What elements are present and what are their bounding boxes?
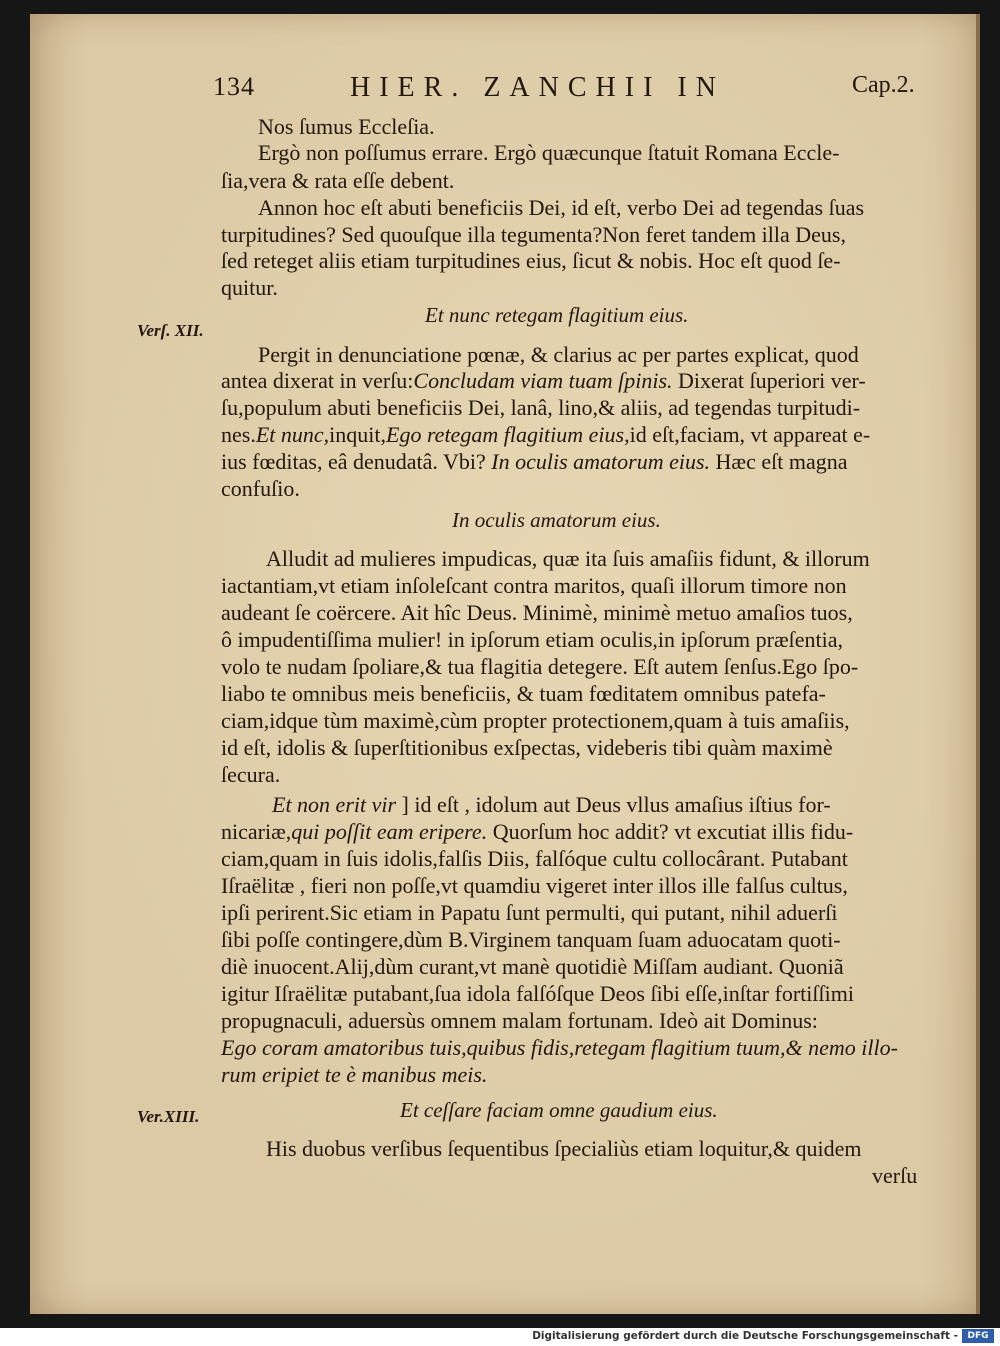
text-span: ] id eſt , idolum aut Deus vllus amaſius iſtius for- [396,792,831,817]
text-span: Hæc eſt magna [710,449,848,474]
verse-heading: Et ceſſare faciam omne gaudium eius. [400,1098,718,1122]
text-line: Alludit ad mulieres impudicas, quæ ita ſuis amaſiis fidunt, & illorum [266,546,870,571]
text-line: turpitudines? Sed quouſque illa tegumenta?Non feret tandem illa Deus, [221,222,846,247]
page-number: 134 [213,72,255,101]
text-line: His duobus verſibus ſequentibus ſpecialiùs etiam loquitur,& quidem [266,1136,862,1161]
text-line: ipſi perirent.Sic etiam in Papatu ſunt permulti, qui putant, nihil aduerſi [221,900,838,925]
text-line [221,366,866,396]
quotation-span: In oculis amatorum eius. [491,449,711,474]
text-span: Dixerat ſuperiori ver- [672,368,866,393]
text-span: inquit, [329,422,386,447]
text-line: id eſt, idolis & ſuperſtitionibus exſpectas, videberis tibi quàm maximè [221,735,833,760]
text-line: confuſio. [221,476,300,501]
text-line: Iſraëlitæ , fieri non poſſe,vt quamdiu vigeret inter illos ille falſus cultus, [221,873,848,898]
text-span: antea dixerat in verſu: [221,368,414,393]
verse-heading: Et nunc retegam flagitium eius. [425,303,689,327]
quotation-span: Et nunc, [255,422,330,447]
text-line: ciam,quam in ſuis idolis,falſis Diis, falſóque cultu collocârant. Putabant [221,846,848,871]
chapter-label: Cap.2. [852,72,915,98]
running-title: HIER. ZANCHII IN [350,72,725,103]
text-line: ſed reteget aliis etiam turpitudines eius, ſicut & nobis. Hoc eſt quod ſe- [221,248,841,273]
quotation-span: Ego retegam flagitium eius, [386,422,630,447]
text-line [221,817,853,847]
text-line: Ego coram amatoribus tuis,quibus fidis,retegam flagitium tuum,& nemo illo- [221,1035,898,1060]
text-line: diè inuocent.Alij,dùm curant,vt manè quotidiè Miſſam audiant. Quoniã [221,954,844,979]
text-span: nicariæ, [221,819,292,844]
text-span: id eſt,faciam, vt appareat e- [629,422,871,447]
text-line [221,420,870,450]
quotation-span: qui poſſit eam eripere. [291,819,488,844]
text-line: ſia,vera & rata eſſe debent. [221,168,455,193]
text-line: Nos ſumus Eccleſia. [258,114,435,139]
text-line: Pergit in denunciatione pœnæ, & clarius ac per partes explicat, quod [258,342,859,367]
text-span: nes. [221,422,256,447]
text-line: ſu,populum abuti beneficiis Dei, lanâ, lino,& aliis, ad tegendas turpitudi- [221,395,861,420]
text-line: ciam,idque tùm maximè,cùm propter protectionem,quam à tuis amaſiis, [221,708,850,733]
verse-heading: In oculis amatorum eius. [452,508,661,532]
dfg-logo-icon: DFG [962,1329,994,1343]
quotation-span: Et non erit vir [272,792,397,817]
text-line: propugnaculi, aduersùs omnem malam fortunam. Ideò ait Dominus: [221,1008,818,1033]
text-line: audeant ſe coërcere. Ait hîc Deus. Minimè, minimè metuo amaſios tuos, [221,600,853,625]
margin-note-verse-13: Ver.XIII. [137,1107,200,1126]
text-line: quitur. [221,275,278,300]
text-line: ſibi poſſe contingere,dùm B.Virginem tanquam ſuam aduocatam quoti- [221,927,841,952]
quotation-span: Concludam viam tuam ſpinis. [413,368,673,393]
text-line: igitur Iſraëlitæ putabant,ſua idola falſóſque Deos ſibi eſſe,inſtar fortiſſimi [221,981,854,1006]
text-line: rum eripiet te è manibus meis. [221,1062,488,1087]
funding-credit: Digitalisierung gefördert durch die Deutsche Forschungsgemeinschaft - [532,1330,958,1342]
text-span: Quorſum hoc addit? vt excutiat illis fidu- [487,819,854,844]
text-line: ſecura. [221,762,281,787]
text-line: ô impudentiſſima mulier! in ipſorum etiam oculis,in ipſorum præſentia, [221,627,844,652]
margin-note-verse-12: Verſ. XII. [137,321,204,340]
text-line: Annon hoc eſt abuti beneficiis Dei, id eſt, verbo Dei ad tegendas ſuas [258,195,865,220]
text-line: volo te nudam ſpoliare,& tua flagitia detegere. Eſt autem ſenſus.Ego ſpo- [221,654,859,679]
page-edge [976,14,980,1314]
text-line: iactantiam,vt etiam inſoleſcant contra maritos, quaſi illorum timore non [221,573,847,598]
text-line: Ergò non poſſumus errare. Ergò quæcunque ſtatuit Romana Eccle- [258,140,840,165]
text-line [221,447,847,477]
text-line: liabo te omnibus meis beneficiis, & tuam fœditatem omnibus patefa- [221,681,826,706]
catchword: verſu [872,1163,918,1188]
footer-bar [0,1328,1000,1346]
text-span: ius fœditas, eâ denudatâ. Vbi? [221,449,492,474]
text-line [272,790,831,820]
